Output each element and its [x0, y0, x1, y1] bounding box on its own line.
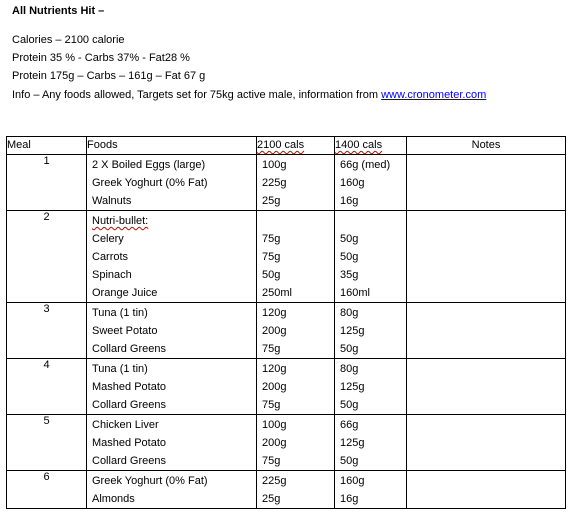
amount-2100-cell — [257, 155, 335, 211]
header-1400-cals: 1400 cals — [335, 137, 407, 155]
amount-2100: 120g — [262, 307, 287, 319]
food-item: Collard Greens — [92, 343, 166, 355]
amount-2100: 200g — [262, 325, 287, 337]
header-2100-cals: 2100 cals — [257, 137, 335, 155]
amount-1400: 125g — [340, 381, 365, 393]
notes-cell[interactable] — [407, 415, 566, 471]
meal-plan-table — [6, 136, 566, 509]
food-item: Mashed Potato — [92, 381, 166, 393]
food-item: Mashed Potato — [92, 437, 166, 449]
amount-1400: 35g — [340, 269, 359, 281]
amount-2100-cell — [257, 471, 335, 509]
amount-2100 — [262, 212, 334, 230]
meal-number: 4 — [7, 359, 87, 415]
amount-1400-cell — [335, 415, 407, 471]
amount-1400: 16g — [340, 493, 359, 505]
food-item: Carrots — [92, 251, 129, 263]
food-item: Tuna (1 tin) — [92, 363, 148, 375]
notes-cell[interactable] — [407, 471, 566, 509]
amount-2100: 200g — [262, 437, 287, 449]
amount-1400: 50g — [340, 343, 359, 355]
food-item: Almonds — [92, 493, 135, 505]
amount-1400: 66g (med) — [340, 159, 391, 171]
amount-1400: 125g — [340, 325, 365, 337]
amount-1400: 50g — [340, 251, 359, 263]
info-line — [12, 89, 486, 101]
food-item-cell — [87, 211, 257, 303]
amount-2100: 200g — [262, 381, 287, 393]
amount-1400: 80g — [340, 307, 359, 319]
amount-2100: 25g — [262, 493, 281, 505]
cronometer-link[interactable]: www.cronometer.com — [381, 89, 487, 101]
table-row — [7, 211, 566, 303]
amount-1400: 50g — [340, 399, 359, 411]
amount-2100-cell — [257, 359, 335, 415]
food-item-cell — [87, 359, 257, 415]
amount-2100: 120g — [262, 363, 287, 375]
food-item: Sweet Potato — [92, 325, 158, 337]
amount-2100: 75g — [262, 399, 281, 411]
food-item: Collard Greens — [92, 399, 166, 411]
amount-2100: 100g — [262, 419, 287, 431]
macro-grams-line: Protein 175g – Carbs – 161g – Fat 67 g — [12, 70, 206, 82]
amount-1400: 16g — [340, 195, 359, 207]
meal-number: 1 — [7, 155, 87, 211]
meal-number: 2 — [7, 211, 87, 303]
food-item-cell — [87, 471, 257, 509]
amount-2100: 25g — [262, 195, 281, 207]
amount-1400: 66g — [340, 419, 359, 431]
table-row — [7, 303, 566, 359]
amount-1400: 160g — [340, 475, 365, 487]
amount-1400-cell — [335, 211, 407, 303]
meal-number: 6 — [7, 471, 87, 509]
table-row — [7, 415, 566, 471]
document-title: All Nutrients Hit – — [12, 5, 105, 17]
amount-2100: 225g — [262, 177, 287, 189]
food-item-cell — [87, 415, 257, 471]
food-item: Collard Greens — [92, 455, 166, 467]
food-item-cell — [87, 155, 257, 211]
table-row — [7, 359, 566, 415]
amount-1400: 50g — [340, 233, 359, 245]
meal-number: 3 — [7, 303, 87, 359]
notes-cell[interactable] — [407, 155, 566, 211]
amount-2100: 250ml — [262, 287, 292, 299]
meal-number: 5 — [7, 415, 87, 471]
amount-2100: 50g — [262, 269, 281, 281]
amount-1400 — [340, 212, 406, 230]
amount-1400-cell — [335, 471, 407, 509]
food-item: Celery — [92, 233, 124, 245]
amount-2100: 75g — [262, 455, 281, 467]
amount-1400: 50g — [340, 455, 359, 467]
amount-2100: 225g — [262, 475, 287, 487]
food-item: Nutri-bullet: — [92, 215, 149, 227]
amount-2100-cell — [257, 303, 335, 359]
amount-2100: 75g — [262, 251, 281, 263]
food-item: Chicken Liver — [92, 419, 159, 431]
amount-1400: 80g — [340, 363, 359, 375]
amount-1400: 160ml — [340, 287, 370, 299]
amount-1400-cell — [335, 359, 407, 415]
food-item: Greek Yoghurt (0% Fat) — [92, 177, 208, 189]
header-notes: Notes — [407, 137, 566, 155]
amount-1400-cell — [335, 303, 407, 359]
food-item: Greek Yoghurt (0% Fat) — [92, 475, 208, 487]
notes-cell[interactable] — [407, 359, 566, 415]
header-foods: Foods — [87, 137, 257, 155]
notes-cell[interactable] — [407, 211, 566, 303]
calories-line: Calories – 2100 calorie — [12, 34, 125, 46]
amount-1400: 125g — [340, 437, 365, 449]
food-item: 2 X Boiled Eggs (large) — [92, 159, 206, 171]
table-header-row — [7, 137, 566, 155]
info-text: Info – Any foods allowed, Targets set for 75kg active male, information from — [12, 89, 382, 101]
food-item: Tuna (1 tin) — [92, 307, 148, 319]
amount-2100-cell — [257, 211, 335, 303]
amount-2100: 75g — [262, 233, 281, 245]
table-row — [7, 471, 566, 509]
macro-percentages-line: Protein 35 % - Carbs 37% - Fat28 % — [12, 52, 190, 64]
food-item-cell — [87, 303, 257, 359]
header-meal: Meal — [7, 137, 87, 155]
amount-1400-cell — [335, 155, 407, 211]
food-item: Spinach — [92, 269, 132, 281]
amount-2100: 75g — [262, 343, 281, 355]
amount-2100: 100g — [262, 159, 287, 171]
table-row — [7, 155, 566, 211]
amount-1400: 160g — [340, 177, 365, 189]
notes-cell[interactable] — [407, 303, 566, 359]
food-item: Walnuts — [92, 195, 132, 207]
food-item: Orange Juice — [92, 287, 158, 299]
amount-2100-cell — [257, 415, 335, 471]
